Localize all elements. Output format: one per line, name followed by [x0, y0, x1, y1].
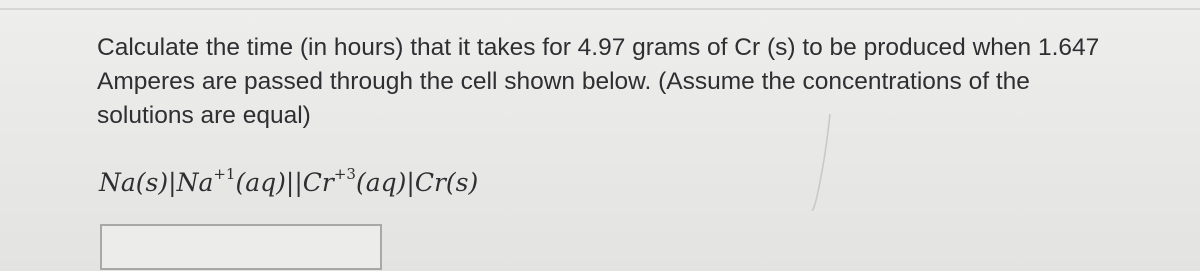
anode-ion-charge: +1	[213, 165, 236, 183]
question-line-2: Amperes are passed through the cell shown below. (Assume the concentrations of the	[97, 68, 1030, 95]
cell-notation	[99, 165, 479, 197]
question-line-3: solutions are equal)	[97, 102, 311, 129]
question-text	[97, 31, 1177, 133]
phase-boundary: |	[406, 168, 415, 197]
anode-solid: Na(s)	[99, 168, 169, 197]
anode-ion: Na	[176, 168, 214, 197]
question-line-1: Calculate the time (in hours) that it takes for 4.97 grams of Cr (s) to be produced when 1.647	[97, 34, 1100, 61]
cathode-ion-charge: +3	[333, 165, 356, 183]
cathode-solid: Cr(s)	[414, 168, 479, 197]
cathode-ion: Cr	[302, 168, 334, 197]
divider	[0, 8, 1200, 10]
salt-bridge: ||	[285, 168, 303, 197]
phase-boundary: |	[168, 168, 177, 197]
answer-input[interactable]	[100, 224, 382, 270]
cathode-ion-state: (aq)	[355, 168, 407, 197]
anode-ion-state: (aq)	[235, 168, 286, 197]
pen-mark	[808, 112, 838, 212]
